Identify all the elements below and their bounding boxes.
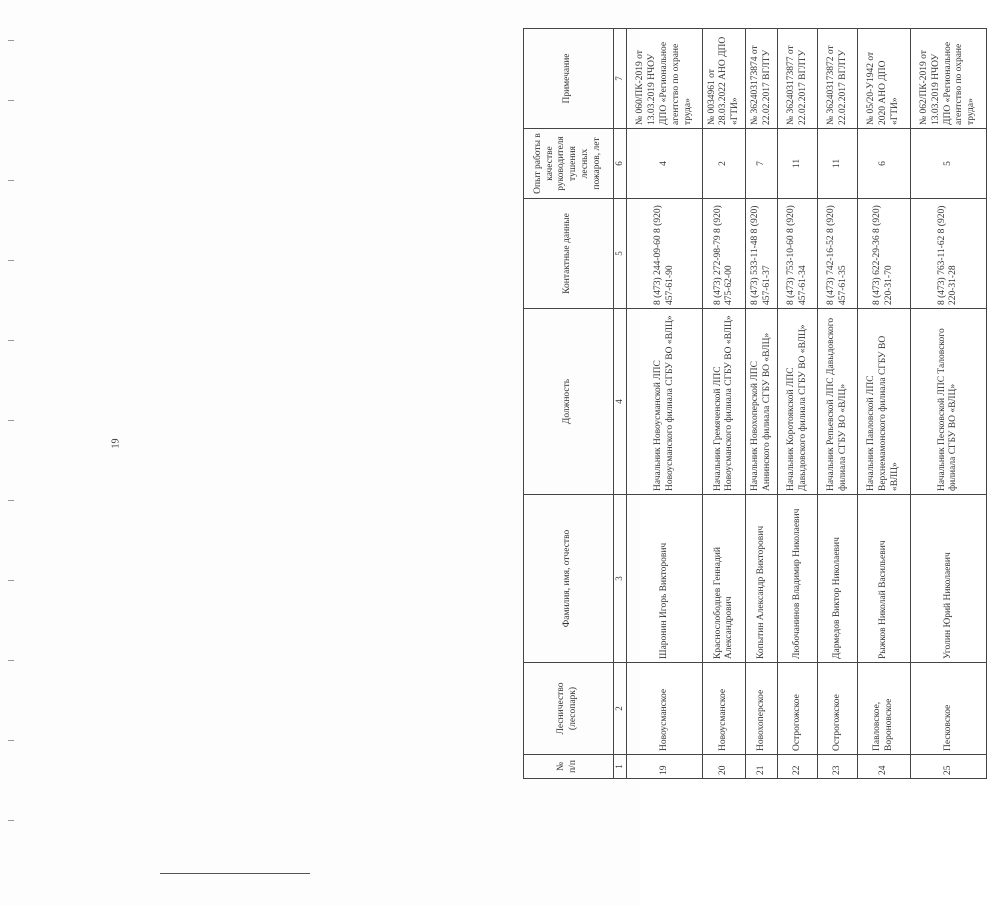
row-number: 23: [818, 755, 858, 779]
column-number-row: [613, 29, 627, 779]
position-cell: Начальник Репьевской ЛПС Давыдовского филиала СГБУ ВО «ВЛЦ»: [818, 309, 858, 495]
rotated-table-container: [523, 29, 987, 779]
note-cell: № 362403173874 от 22.02.2017 ВГЛТУ: [746, 29, 778, 129]
scan-edge-mark: [8, 660, 14, 661]
scan-edge-mark: [8, 40, 14, 41]
column-number: 5: [613, 199, 627, 309]
contacts-cell: 8 (473) 763-11-62 8 (920) 220-31-28: [910, 199, 986, 309]
forestry-cell: Песковское: [910, 663, 986, 755]
position-cell: Начальник Новохоперской ЛПС Аннинского филиала СГБУ ВО «ВЛЦ»: [746, 309, 778, 495]
name-cell: Рыжков Николай Васильевич: [858, 495, 911, 663]
name-cell: Дармедов Виктор Николаевич: [818, 495, 858, 663]
position-cell: Начальник Новоусманской ЛПС Новоусманского филиала СГБУ ВО «ВЛЦ»: [627, 309, 703, 495]
header-cell: Лесничество (лесопарк): [524, 663, 614, 755]
name-cell: Копытин Александр Викторович: [746, 495, 778, 663]
note-cell: № 05/20-У1942 от 2020 АНО ДПО «ГТИ»: [858, 29, 911, 129]
name-cell: Шаронин Игорь Викторович: [627, 495, 703, 663]
row-number: 19: [627, 755, 703, 779]
name-cell: Краснослободцев Геннадий Александрович: [703, 495, 746, 663]
forestry-cell: Новоусманское: [627, 663, 703, 755]
table-row: [818, 29, 858, 779]
table-row: [703, 29, 746, 779]
table-row: [777, 29, 817, 779]
experience-cell: 4: [627, 129, 703, 199]
scan-edge-mark: [8, 740, 14, 741]
position-cell: Начальник Гремяченской ЛПС Новоусманского филиала СГБУ ВО «ВЛЦ»: [703, 309, 746, 495]
column-number: 4: [613, 309, 627, 495]
name-cell: Уголин Юрий Николаевич: [910, 495, 986, 663]
forestry-cell: Острогожское: [818, 663, 858, 755]
forestry-cell: Новоусманское: [703, 663, 746, 755]
scan-edge-mark: [8, 180, 14, 181]
position-cell: Начальник Павловской ЛПС Верхнемамонского филиала СГБУ ВО «ВЛЦ»: [858, 309, 911, 495]
note-cell: № 062/ПК-2019 от 13.03.2019 НЧОУ ДПО «Региональное агентство по охране труда»: [910, 29, 986, 129]
name-cell: Любочанинов Владимир Николаевич: [777, 495, 817, 663]
table-row: [746, 29, 778, 779]
note-cell: № 362403173872 от 22.02.2017 ВГЛТУ: [818, 29, 858, 129]
contacts-cell: 8 (473) 533-11-48 8 (920) 457-61-37: [746, 199, 778, 309]
position-cell: Начальник Песковской ЛПС Таловского филиала СГБУ ВО «ВЛЦ»: [910, 309, 986, 495]
experience-cell: 7: [746, 129, 778, 199]
experience-cell: 5: [910, 129, 986, 199]
column-number: 7: [613, 29, 627, 129]
table-row: [627, 29, 703, 779]
footnote-line: [160, 873, 310, 874]
table-row: [910, 29, 986, 779]
row-number: 24: [858, 755, 911, 779]
scan-edge-mark: [8, 500, 14, 501]
header-cell: Опыт работы в качестве руководителя тушения лесных пожаров, лет: [524, 129, 614, 199]
row-number: 25: [910, 755, 986, 779]
note-cell: № 0034961 от 28.03.2022 АНО ДПО «ГТИ»: [703, 29, 746, 129]
contacts-cell: 8 (473) 272-98-79 8 (920) 475-62-00: [703, 199, 746, 309]
scan-edge-mark: [8, 820, 14, 821]
note-cell: № 060/ПК-2019 от 13.03.2019 НЧОУ ДПО «Региональное агентство по охране труда»: [627, 29, 703, 129]
scan-edge-mark: [8, 340, 14, 341]
header-cell: Примечание: [524, 29, 614, 129]
column-number: 3: [613, 495, 627, 663]
column-number: 2: [613, 663, 627, 755]
staff-table: [523, 28, 987, 779]
row-number: 21: [746, 755, 778, 779]
contacts-cell: 8 (473) 753-10-60 8 (920) 457-61-34: [777, 199, 817, 309]
position-cell: Начальник Коротоякской ЛПС Давыдовского филиала СГБУ ВО «ВЛЦ»: [777, 309, 817, 495]
scan-edge-mark: [8, 260, 14, 261]
scan-edge-mark: [8, 100, 14, 101]
header-cell: № п/п: [524, 755, 614, 779]
scan-edge-mark: [8, 580, 14, 581]
column-number: 6: [613, 129, 627, 199]
row-number: 20: [703, 755, 746, 779]
experience-cell: 11: [818, 129, 858, 199]
table-header-row: [524, 29, 614, 779]
table-row: [858, 29, 911, 779]
forestry-cell: Павловское, Вороновское: [858, 663, 911, 755]
forestry-cell: Острогожское: [777, 663, 817, 755]
experience-cell: 11: [777, 129, 817, 199]
experience-cell: 6: [858, 129, 911, 199]
row-number: 22: [777, 755, 817, 779]
column-number: 1: [613, 755, 627, 779]
scan-edge-mark: [8, 420, 14, 421]
page-number: 19: [110, 438, 122, 449]
note-cell: № 362403173877 от 22.02.2017 ВГЛТУ: [777, 29, 817, 129]
header-cell: Должность: [524, 309, 614, 495]
contacts-cell: 8 (473) 622-29-36 8 (920) 220-31-70: [858, 199, 911, 309]
contacts-cell: 8 (473) 244-09-60 8 (920) 457-61-90: [627, 199, 703, 309]
contacts-cell: 8 (473) 742-16-52 8 (920) 457-61-35: [818, 199, 858, 309]
header-cell: Фамилия, имя, отчество: [524, 495, 614, 663]
experience-cell: 2: [703, 129, 746, 199]
forestry-cell: Новохоперское: [746, 663, 778, 755]
header-cell: Контактные данные: [524, 199, 614, 309]
